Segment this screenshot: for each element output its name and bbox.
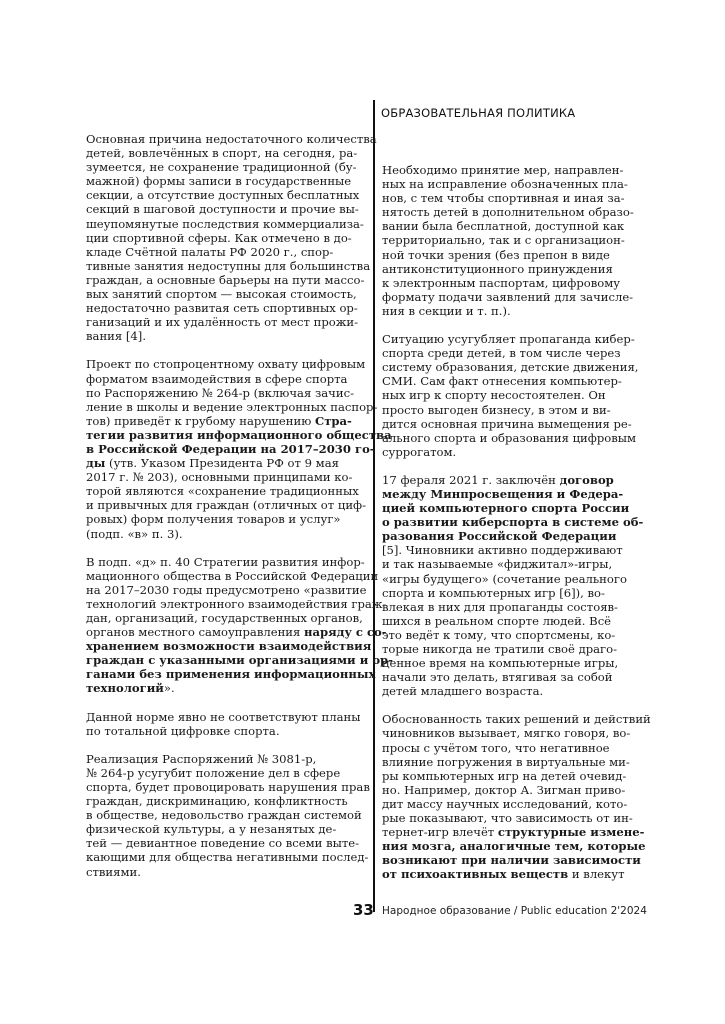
text-line [382,403,624,417]
text-run: ровых) форм получения товаров и услуг» [86,512,341,527]
text-run: но. Например, доктор А. Зигман приво- [382,782,626,797]
text-run: ». [163,681,175,696]
text-run: торые никогда не тратили своё драго- [382,642,618,656]
text-run: и так называемые «фиджитал»-игры, [382,557,613,572]
text-line [86,174,361,188]
text-run: секций в шаговой доступности и прочие вы- [86,202,359,217]
text-line [382,811,633,826]
text-run: недостаточно развитая сеть спортивных ор- [86,301,358,316]
text-line [86,414,361,428]
text-run: дан, организаций, государственных органов, [86,611,363,625]
text-run: территориально, так и с организацион- [382,233,625,248]
text-line [86,132,377,146]
text-line [382,557,624,571]
text-line [382,473,624,487]
text-line [382,600,624,614]
text-run: тов) приведёт к грубому нарушению [86,413,315,428]
text-run: физической культуры, а у незанятых де- [86,822,337,837]
text-line [382,276,624,290]
text-run: технологий электронного взаимодействия граж- [86,596,387,611]
text-line [382,783,624,797]
text-run: мационного общества в Российской Федерации [86,568,379,583]
bold-text-run: структурные измене- [497,825,645,840]
text-run: ценное время на компьютерные игры, [382,656,619,671]
text-line [86,188,361,202]
text-line [382,825,645,840]
text-line [86,582,367,597]
text-run: вания [4]. [86,329,147,344]
bold-text-run: технологий [86,681,164,696]
text-run: тернет-игр влечёт [382,825,498,840]
text-line [86,794,361,808]
text-run: просы с учётом того, что негативное [382,740,610,755]
page-number: 33 [353,901,374,919]
journal-footer: Народное образование / Public education 2'2024 [382,905,647,917]
text-line [382,191,624,205]
text-run: ганизаций и их удалённость от мест прожи- [86,315,359,330]
text-line [382,248,624,262]
text-line [382,416,632,431]
text-run: влияние погружения в виртуальные ми- [382,754,630,769]
text-line [86,653,393,668]
text-line [382,233,624,247]
text-line [86,850,369,865]
text-line [382,586,624,600]
text-run: форматом взаимодействия в сфере спорта [86,371,348,386]
bold-text-run: от психоактивных веществ [382,867,569,882]
bold-text-run: разования Российской Федерации [382,529,617,544]
text-run: нятость детей в дополнительном образо- [382,205,634,220]
paragraph [86,357,392,541]
text-run: дится основная причина вымещения ре- [382,416,632,431]
text-run: органов местного самоуправления [86,625,305,640]
text-run: граждан, дискриминацию, конфликтность [86,794,348,809]
text-line [86,399,378,414]
text-line [86,865,361,879]
paragraph [382,472,644,699]
text-line [382,839,646,854]
text-line [86,456,361,470]
text-line [86,245,361,259]
text-run: шихся в реальном спорте людей. Всё [382,613,612,628]
text-run: антиконституционного принуждения [382,261,613,276]
text-run: Реализация Распоряжений № 3081-р, [86,751,317,766]
text-line [86,710,361,724]
text-line [86,596,387,611]
text-line [382,360,639,375]
paragraph [86,132,377,344]
text-line [86,611,361,625]
text-line [86,752,361,766]
text-line [86,667,376,682]
text-run: и привычных для граждан (отличных от циф- [86,498,367,513]
text-run: 2017 г. № 203), основными принципами ко- [86,470,353,485]
text-run: влекая в них для пропаганды состояв- [382,599,618,614]
paragraph [86,710,361,738]
running-head: ОБРАЗОВАТЕЛЬНАЯ ПОЛИТИКА [381,106,576,120]
text-line [86,258,371,273]
text-line [86,512,361,526]
text-run: суррогатом. [382,444,457,459]
text-run: дит массу научных исследований, кото- [382,796,628,811]
text-run: Необходимо принятие мер, направлен- [382,163,624,177]
text-run: рые показывают, что зависимость от ин- [382,811,633,826]
left-column [86,132,393,893]
bold-text-run: о развитии киберспорта в системе об- [382,515,644,530]
text-line [382,853,641,868]
text-run: в обществе, недовольство граждан системой [86,808,362,823]
text-run: «игры будущего» (сочетание реального [382,571,627,586]
text-line [382,332,635,347]
text-line [382,796,628,811]
paragraph [86,554,393,696]
bold-text-run: договор [559,472,614,487]
text-line [382,529,624,543]
bold-text-run: Стра- [314,413,352,428]
text-line [382,614,624,628]
text-line [86,315,361,329]
text-line [382,741,624,755]
text-line [382,289,634,304]
text-run: детей младшего возраста. [382,684,544,699]
text-run: детей, вовлечённых в спорт, на сегодня, ра- [86,146,358,161]
text-run: систему образования, детские движения, [382,360,639,375]
text-run: формату подачи заявлений для зачисле- [382,289,634,304]
text-line [86,216,364,231]
text-line [86,160,361,174]
text-line [86,808,361,822]
text-run: (подп. «в» п. 3). [86,526,183,541]
text-run: спорта и компьютерных игр [6]), во- [382,585,605,600]
text-run: и влекут [568,867,625,882]
text-line [382,501,630,516]
text-line [86,527,361,541]
text-line [86,639,372,654]
text-line [382,374,624,388]
bold-text-run: ды [86,456,106,471]
text-run: ствиями. [86,864,141,879]
text-line [86,441,375,456]
text-line [382,768,627,783]
text-line [86,427,392,442]
text-run: вании была бесплатной, доступной как [382,219,625,234]
text-run: Ситуацию усугубляет пропаганда кибер- [382,332,635,347]
bold-text-run: ния мозга, аналогичные тем, которые [382,839,646,854]
text-run: (утв. Указом Президента РФ от 9 мая [105,456,339,471]
text-line [382,754,630,769]
text-run: ных игр к спорту несостоятелен. Он [382,388,606,403]
paragraph [86,751,370,879]
text-run: кающими для общества негативными послед- [86,850,369,865]
bold-text-run: наряду с со- [304,625,387,640]
text-line [86,724,361,738]
text-line [382,205,634,220]
text-run: 17 фераля 2021 г. заключён [382,472,560,487]
text-run: спорта среди детей, в том числе через [382,346,621,361]
text-line [86,231,361,245]
paragraph [382,332,639,459]
text-run: шеупомянутые последствия коммерциализа- [86,216,364,231]
text-line [382,628,624,642]
text-line [86,357,366,372]
text-run: ление в школы и ведение электронных паспор- [86,399,378,414]
text-line [86,301,361,315]
text-run: ального спорта и образования цифровым [382,430,637,445]
text-run: по Распоряжению № 264-р (включая зачис- [86,385,354,400]
text-line [86,766,361,780]
text-run: зумеется, не сохранение традиционной (бу- [86,160,357,175]
text-line [86,568,379,583]
text-run: нов, с тем чтобы спортивная и иная за- [382,191,625,206]
bold-text-run: тегии развития информационного общества [86,427,392,442]
bold-text-run: цией компьютерного спорта России [382,501,630,516]
text-line [86,386,361,400]
text-line [382,642,624,656]
paragraph [382,712,651,882]
text-line [86,146,361,160]
text-run: торой являются «сохранение традиционных [86,484,359,499]
text-line [86,272,365,287]
text-run: это ведёт к тому, что спортсмены, ко- [382,627,616,642]
bold-text-run: между Минпросвещения и Федера- [382,486,624,501]
text-run: вых занятий спортом — высокая стоимость, [86,287,357,302]
text-run: Данной норме явно не соответствуют планы [86,709,361,724]
text-run: № 264-р усугубит положение дел в сфере [86,765,341,780]
text-line [86,681,361,695]
bold-text-run: граждан с указанными организациями и ор- [86,653,393,668]
text-run: просто выгоден бизнесу, в этом и ви- [382,402,611,417]
text-line [382,543,624,557]
text-line [382,346,624,360]
paragraph [382,163,634,318]
text-line [382,684,624,698]
text-run: спорта, будет провоцировать нарушения прав [86,779,370,794]
text-line [86,329,361,343]
text-line [86,287,361,301]
text-run: чиновников вызывает, мягко говоря, во- [382,726,631,741]
text-line [382,445,624,459]
text-run: Основная причина недостаточного количества [86,132,377,146]
right-column [382,163,651,896]
text-line [382,515,644,530]
bold-text-run: ганами без применения информационных [86,667,376,682]
text-line [382,388,624,402]
text-line [86,554,365,569]
text-line [86,625,387,640]
text-line [382,670,624,684]
text-run: на 2017–2030 годы предусмотрено «развитие [86,582,367,597]
text-run: к электронным паспортам, цифровому [382,275,621,290]
text-line [86,372,361,386]
text-line [86,822,361,836]
text-line [382,163,624,177]
text-line [382,867,624,881]
text-run: по тотальной цифровке спорта. [86,723,280,738]
text-line [86,498,367,513]
bold-text-run: хранением возможности взаимодействия [86,639,372,654]
text-line [382,219,624,233]
bold-text-run: в Российской Федерации на 2017–2030 го- [86,441,375,456]
text-line [86,779,370,794]
text-run: ры компьютерных игр на детей очевид- [382,768,627,783]
bold-text-run: возникают при наличии зависимости [382,853,641,868]
column-divider [373,100,375,912]
text-line [382,726,631,741]
text-run: В подп. «д» п. 40 Стратегии развития инфор- [86,554,365,569]
text-line [382,304,624,318]
text-line [382,571,627,586]
text-line [382,487,624,501]
text-line [382,430,637,445]
text-run: [5]. Чиновники активно поддерживают [382,543,623,558]
text-run: кладе Счётной палаты РФ 2020 г., спор- [86,244,334,259]
text-run: СМИ. Сам факт отнесения компьютер- [382,374,622,389]
text-run: ной точки зрения (без препон в виде [382,247,610,262]
text-run: Обоснованность таких решений и действий [382,712,651,727]
text-line [86,202,361,216]
text-run: Проект по стопроцентному охвату цифровым [86,357,366,372]
text-run: секции, а отсутствие доступных бесплатных [86,188,360,203]
text-run: тей — девиантное поведение со всеми выте- [86,836,360,851]
text-line [382,712,651,727]
text-run: граждан, а основные барьеры на пути массо- [86,272,365,287]
text-run: начали это делать, втягивая за собой [382,670,613,685]
text-run: ных на исправление обозначенных пла- [382,177,628,192]
text-run: мажной) формы записи в государственные [86,174,352,189]
text-line [86,836,361,850]
text-run: тивные занятия недоступны для большинства [86,258,371,273]
text-line [382,262,624,276]
text-run: ции спортивной сферы. Как отмечено в до- [86,230,352,245]
text-line [86,484,361,498]
text-line [86,470,361,484]
text-line [382,656,624,670]
text-run: ния в секции и т. п.). [382,303,511,318]
text-line [382,177,628,192]
